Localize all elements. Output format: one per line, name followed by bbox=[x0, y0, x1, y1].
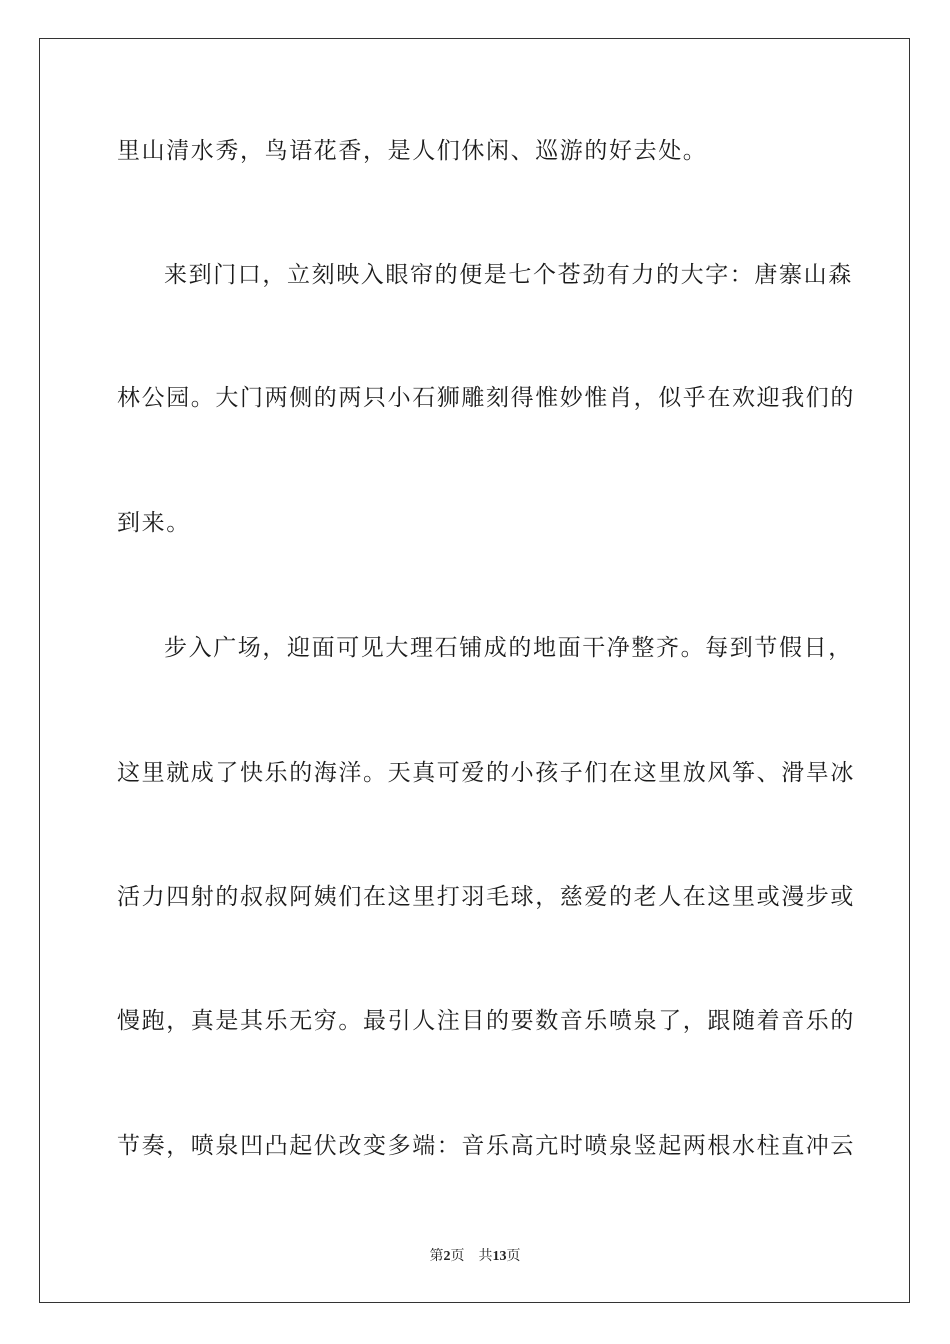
text-line-3: 林公园。大门两侧的两只小石狮雕刻得惟妙惟肖，似乎在欢迎我们的 bbox=[117, 385, 855, 411]
text-line-8: 慢跑，真是其乐无穷。最引人注目的要数音乐喷泉了，跟随着音乐的 bbox=[117, 1008, 855, 1034]
page-border bbox=[39, 38, 910, 1303]
total-prefix: 共 bbox=[478, 1249, 493, 1264]
text-line-1: 里山清水秀，鸟语花香，是人们休闲、巡游的好去处。 bbox=[117, 138, 708, 164]
text-line-6: 这里就成了快乐的海洋。天真可爱的小孩子们在这里放风筝、滑旱冰 bbox=[117, 760, 855, 786]
text-line-2: 来到门口，立刻映入眼帘的便是七个苍劲有力的大字：唐寨山森 bbox=[164, 262, 853, 288]
page-suffix: 页 bbox=[450, 1249, 465, 1264]
text-line-5: 步入广场，迎面可见大理石铺成的地面干净整齐。每到节假日， bbox=[164, 635, 853, 661]
page-footer bbox=[0, 1245, 950, 1265]
page-current: 2 bbox=[443, 1249, 451, 1264]
total-suffix: 页 bbox=[506, 1249, 521, 1264]
page-prefix: 第 bbox=[429, 1249, 444, 1264]
page-total: 13 bbox=[492, 1249, 507, 1264]
text-line-4: 到来。 bbox=[117, 510, 191, 536]
text-line-9: 节奏，喷泉凹凸起伏改变多端：音乐高亢时喷泉竖起两根水柱直冲云 bbox=[117, 1133, 855, 1159]
text-line-7: 活力四射的叔叔阿姨们在这里打羽毛球，慈爱的老人在这里或漫步或 bbox=[117, 884, 855, 910]
